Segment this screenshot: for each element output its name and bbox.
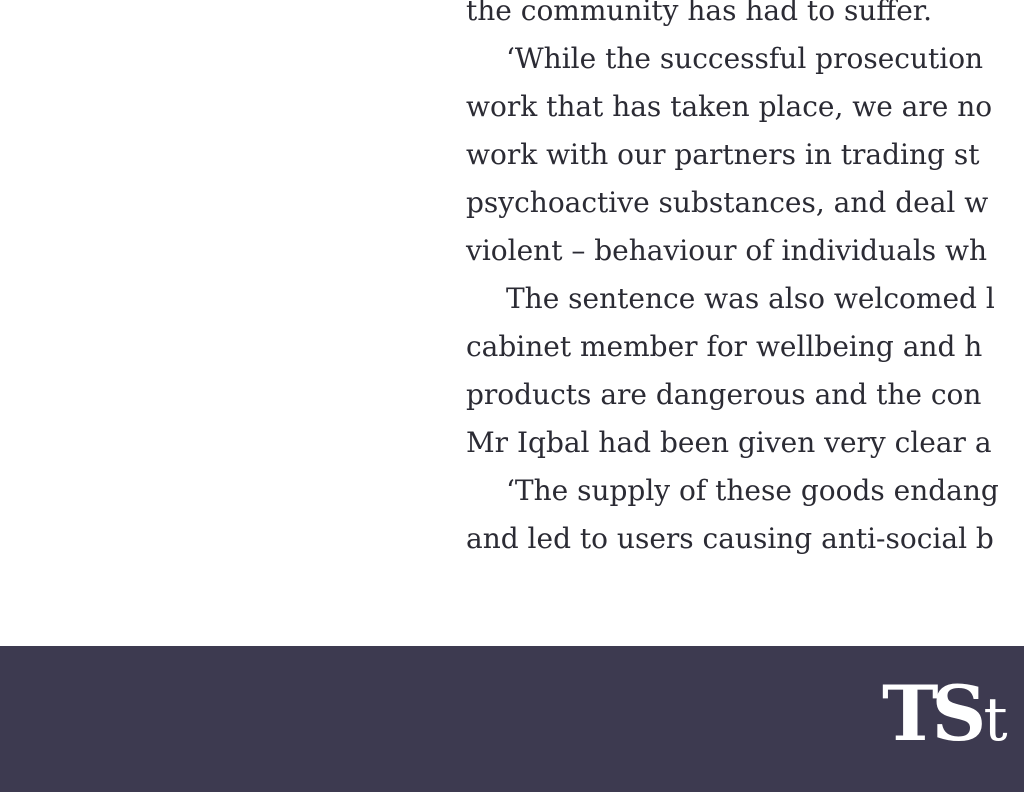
article-line: ‘The supply of these goods endang [506,474,999,507]
logo-wordmark: t [983,685,1008,755]
article-line: and led to users causing anti-social b [466,522,994,555]
site-logo[interactable] [882,669,1008,758]
article-line: the community has had to suffer. [466,0,933,27]
article-line: cabinet member for wellbeing and h [466,330,983,363]
article-line: products are dangerous and the con [466,378,982,411]
logo-mark: TS [882,669,980,758]
article-line: work that has taken place, we are no [466,90,993,123]
article-line: Mr Iqbal had been given very clear a [466,426,992,459]
article-line: The sentence was also welcomed l [506,282,995,315]
site-footer [0,646,1024,792]
article-line: work with our partners in trading st [466,138,980,171]
article-body [466,0,1024,563]
article-line: psychoactive substances, and deal w [466,186,989,219]
article-line: violent – behaviour of individuals wh [466,234,988,267]
article-line: ‘While the successful prosecution [506,42,984,75]
